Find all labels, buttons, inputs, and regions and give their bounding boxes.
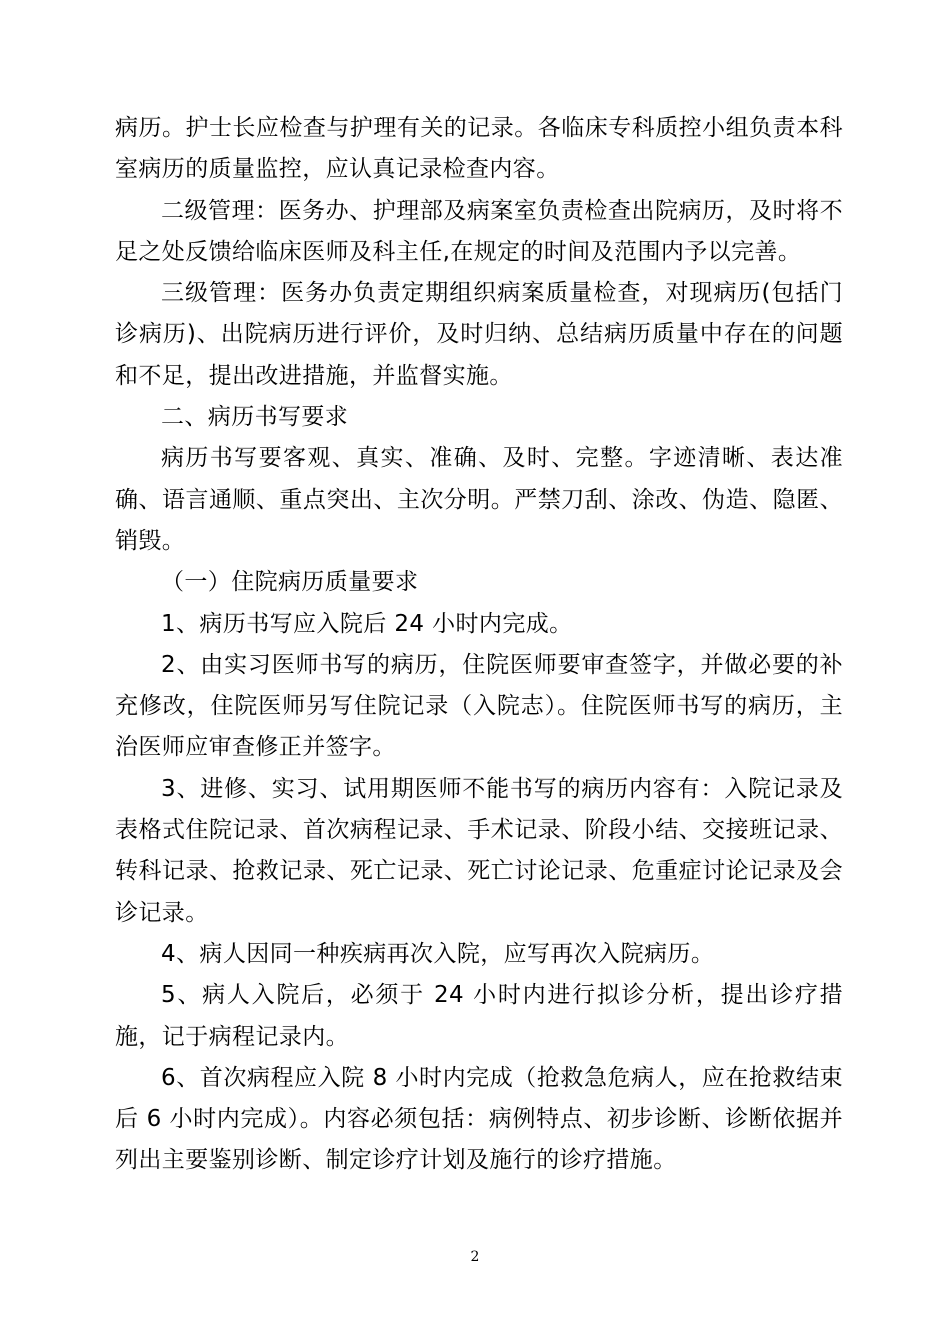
list-item-5: 5、病人入院后，必须于 24 小时内进行拟诊分析，提出诊疗措施，记于病程记录内。 bbox=[115, 982, 843, 1050]
paragraph-second-level-management: 二级管理：医务办、护理部及病案室负责检查出院病历，及时将不足之处反馈给临床医师及科主任,在规定的时间及范围内予以完善。 bbox=[115, 197, 843, 265]
paragraph-writing-requirements: 病历书写要客观、真实、准确、及时、完整。字迹清晰、表达准确、语言通顺、重点突出、主次分明。严禁刀刮、涂改、伪造、隐匿、销毁。 bbox=[115, 445, 843, 554]
subsection-heading-inpatient-quality: （一）住院病历质量要求 bbox=[161, 569, 419, 596]
list-item-4: 4、病人因同一种疾病再次入院，应写再次入院病历。 bbox=[161, 940, 715, 967]
section-heading-writing-requirements: 二、病历书写要求 bbox=[161, 404, 349, 431]
list-item-3: 3、进修、实习、试用期医师不能书写的病历内容有：入院记录及表格式住院记录、首次病程记录、手术记录、阶段小结、交接班记录、转科记录、抢救记录、死亡记录、死亡讨论记录、危重症讨论记录及会诊记录。 bbox=[115, 775, 843, 926]
document-body bbox=[115, 108, 843, 1182]
list-item-1: 1、病历书写应入院后 24 小时内完成。 bbox=[161, 610, 573, 637]
list-item-2: 2、由实习医师书写的病历，住院医师要审查签字，并做必要的补充修改，住院医师另写住院记录（入院志）。住院医师书写的病历，主治医师应审查修正并签字。 bbox=[115, 651, 843, 761]
page-number: 2 bbox=[470, 1249, 480, 1265]
paragraph-continuation: 病历。护士长应检查与护理有关的记录。各临床专科质控小组负责本科室病历的质量监控，应认真记录检查内容。 bbox=[115, 115, 843, 183]
paragraph-third-level-management: 三级管理：医务办负责定期组织病案质量检查，对现病历(包括门诊病历)、出院病历进行评价，及时归纳、总结病历质量中存在的问题和不足，提出改进措施，并监督实施。 bbox=[115, 280, 843, 389]
list-item-6: 6、首次病程应入院 8 小时内完成（抢救急危病人，应在抢救结束后 6 小时内完成）。内容必须包括：病例特点、初步诊断、诊断依据并列出主要鉴别诊断、制定诊疗计划及施行的诊疗措施。 bbox=[115, 1064, 843, 1174]
